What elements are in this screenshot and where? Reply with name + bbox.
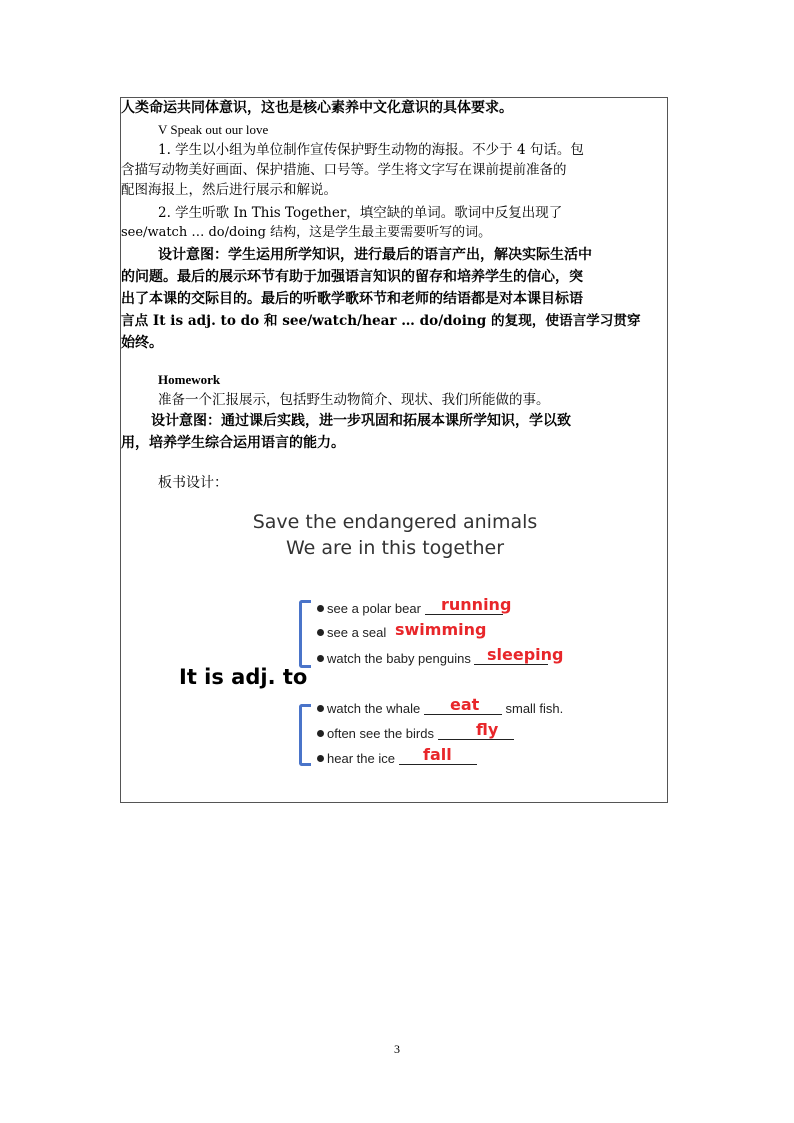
- answer-word: fall: [423, 745, 452, 764]
- text-line: 2. 学生听歌 In This Together，填空缺的单词。歌词中反复出现了: [158, 205, 563, 221]
- board-item: [317, 700, 563, 716]
- item-text: see a polar bear: [327, 601, 421, 616]
- bullet: [317, 629, 324, 636]
- text-line: 人类命运共同体意识，这也是核心素养中文化意识的具体要求。: [121, 100, 513, 116]
- bullet: [317, 655, 324, 662]
- item-text: watch the baby penguins: [327, 651, 471, 666]
- design-intent-line: 的问题。最后的展示环节有助于加强语言知识的留存和培养学生的信心，突: [121, 269, 583, 285]
- bullet: [317, 605, 324, 612]
- text-line: 配图海报上，然后进行展示和解说。: [121, 182, 337, 198]
- answer-word: sleeping: [487, 645, 564, 664]
- bracket-top: [299, 600, 311, 668]
- design-intent-line: 言点 It is adj. to do 和 see/watch/hear … do/doing 的复现，使语言学习贯穿: [121, 313, 641, 329]
- board-item: [317, 750, 477, 766]
- item-text: hear the ice: [327, 751, 395, 766]
- board-title: Save the endangered animals: [252, 511, 538, 533]
- text-line: 1. 学生以小组为单位制作宣传保护野生动物的海报。不少于 4 句话。包: [158, 142, 584, 158]
- answer-word: running: [441, 595, 512, 614]
- design-intent-line: 始终。: [121, 335, 163, 351]
- item-text: see a seal: [327, 625, 387, 640]
- lesson-table-cell: [120, 97, 668, 803]
- answer-word: fly: [476, 720, 499, 739]
- board-design-label: 板书设计：: [158, 475, 228, 491]
- design-intent-line: 出了本课的交际目的。最后的听歌学歌环节和老师的结语都是对本课目标语: [121, 291, 583, 307]
- bullet: [317, 755, 324, 762]
- answer-word: swimming: [395, 620, 487, 639]
- item-text: small fish.: [505, 701, 564, 716]
- item-text: watch the whale: [327, 701, 421, 716]
- item-text: often see the birds: [327, 726, 434, 741]
- board-item: [317, 625, 386, 640]
- answer-word: eat: [450, 695, 480, 714]
- text-line: 含描写动物美好画面、保护措施、口号等。学生将文字写在课前提前准备的: [121, 162, 567, 178]
- page-number: 3: [394, 1042, 400, 1056]
- board-subtitle: We are in this together: [285, 537, 505, 559]
- section-heading: V Speak out our love: [158, 122, 269, 137]
- homework-heading: Homework: [158, 372, 221, 387]
- bullet: [317, 730, 324, 737]
- bracket-bottom: [299, 704, 311, 766]
- design-intent-line: 设计意图：学生运用所学知识，进行最后的语言产出，解决实际生活中: [158, 247, 592, 263]
- homework-text: 准备一个汇报展示，包括野生动物简介、现状、我们所能做的事。: [158, 392, 550, 408]
- design-intent-line: 设计意图：通过课后实践，进一步巩固和拓展本课所学知识，学以致: [151, 413, 571, 429]
- board-main-phrase: It is adj. to: [179, 665, 308, 689]
- text-line: see/watch … do/doing 结构，这是学生最主要需要听写的词。: [121, 225, 492, 240]
- bullet: [317, 705, 324, 712]
- design-intent-line: 用，培养学生综合运用语言的能力。: [121, 435, 345, 451]
